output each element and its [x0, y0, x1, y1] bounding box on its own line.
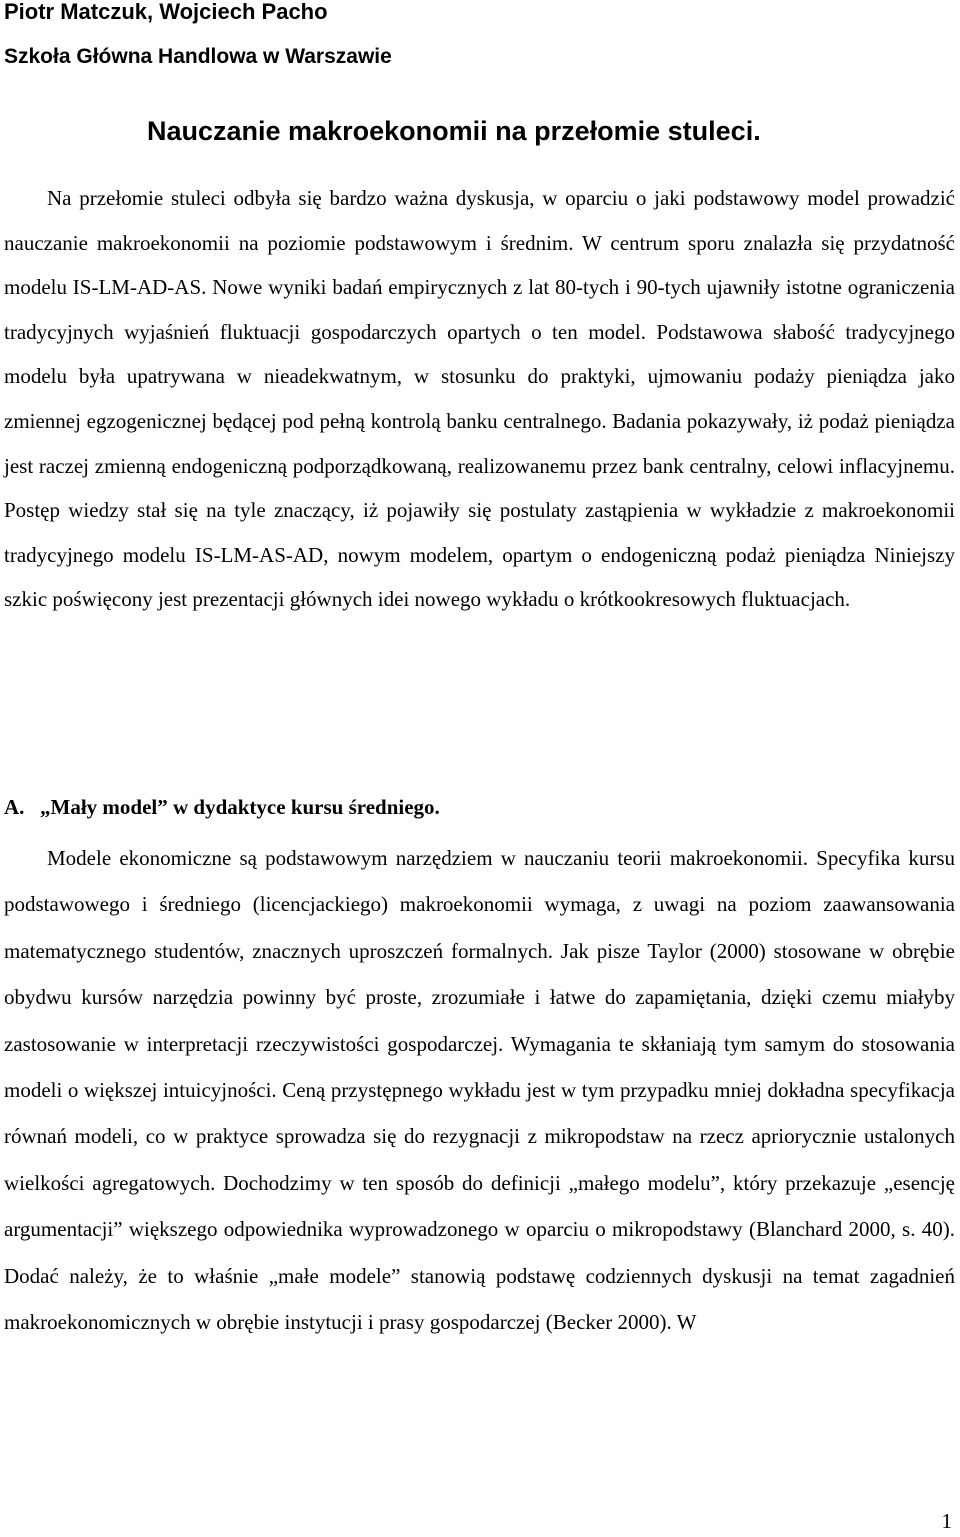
section-a-paragraph: Modele ekonomiczne są podstawowym narzędziem w nauczaniu teorii makroekonomii. Specyfika kursu podstawowego i średniego (licencjackiego) makroekonomii wymaga, z uwagi na poziom zaawansowania matematycznego studentów, znacznych uproszczeń formalnych. Jak pisze Taylor (2000) stosowane w obrębie obydwu kursów narzędzia powinny być proste, zrozumiałe i łatwe do zapamiętania, dzięki czemu miałyby zastosowanie w interpretacji rzeczywistości gospodarczej. Wymagania te skłaniają tym samym do stosowania modeli o większej intuicyjności. Ceną przystępnego wykładu jest w tym przypadku mniej dokładna specyfikacja równań modeli, co w praktyce sprowadza się do rezygnacji z mikropodstaw na rzecz apriorycznie ustalonych wielkości agregatowych. Dochodzimy w ten sposób do definicji „małego modelu”, który przekazuje „esencję argumentacji” większego odpowiednika wyprowadzonego w oparciu o mikropodstawy (Blanchard 2000, s. 40). Dodać należy, że to właśnie „małe modele” stanowią podstawę codziennych dyskusji na temat zagadnień makroekonomicznych w obrębie instytucji i prasy gospodarczej (Becker 2000). W: [4, 846, 955, 1335]
section-a-heading: [4, 793, 440, 821]
author-affiliation: Szkoła Główna Handlowa w Warszawie: [4, 45, 392, 68]
section-a-letter: A.: [4, 795, 25, 819]
section-a-title: „Mały model” w dydaktyce kursu średniego.: [40, 795, 440, 819]
document-title: Nauczanie makroekonomii na przełomie stuleci.: [147, 116, 761, 146]
page-number: 1: [941, 1509, 952, 1533]
author-names: Piotr Matczuk, Wojciech Pacho: [4, 0, 328, 24]
intro-paragraph: Na przełomie stuleci odbyła się bardzo ważna dyskusja, w oparciu o jaki podstawowy model prowadzić nauczanie makroekonomii na poziomie podstawowym i średnim. W centrum sporu znalazła się przydatność modelu IS-LM-AD-AS. Nowe wyniki badań empirycznych z lat 80-tych i 90-tych ujawniły istotne ograniczenia tradycyjnych wyjaśnień fluktuacji gospodarczych opartych o ten model. Podstawowa słabość tradycyjnego modelu była upatrywana w nieadekwatnym, w stosunku do praktyki, ujmowaniu podaży pieniądza jako zmiennej egzogenicznej będącej pod pełną kontrolą banku centralnego. Badania pokazywały, iż podaż pieniądza jest raczej zmienną endogeniczną podporządkowaną, realizowanemu przez bank centralny, celowi inflacyjnemu. Postęp wiedzy stał się na tyle znaczący, iż pojawiły się postulaty zastąpienia w wykładzie z makroekonomii tradycyjnego modelu IS-LM-AS-AD, nowym modelem, opartym o endogeniczną podaż pieniądza Niniejszy szkic poświęcony jest prezentacji głównych idei nowego wykładu o krótkookresowych fluktuacjach.: [4, 186, 955, 612]
